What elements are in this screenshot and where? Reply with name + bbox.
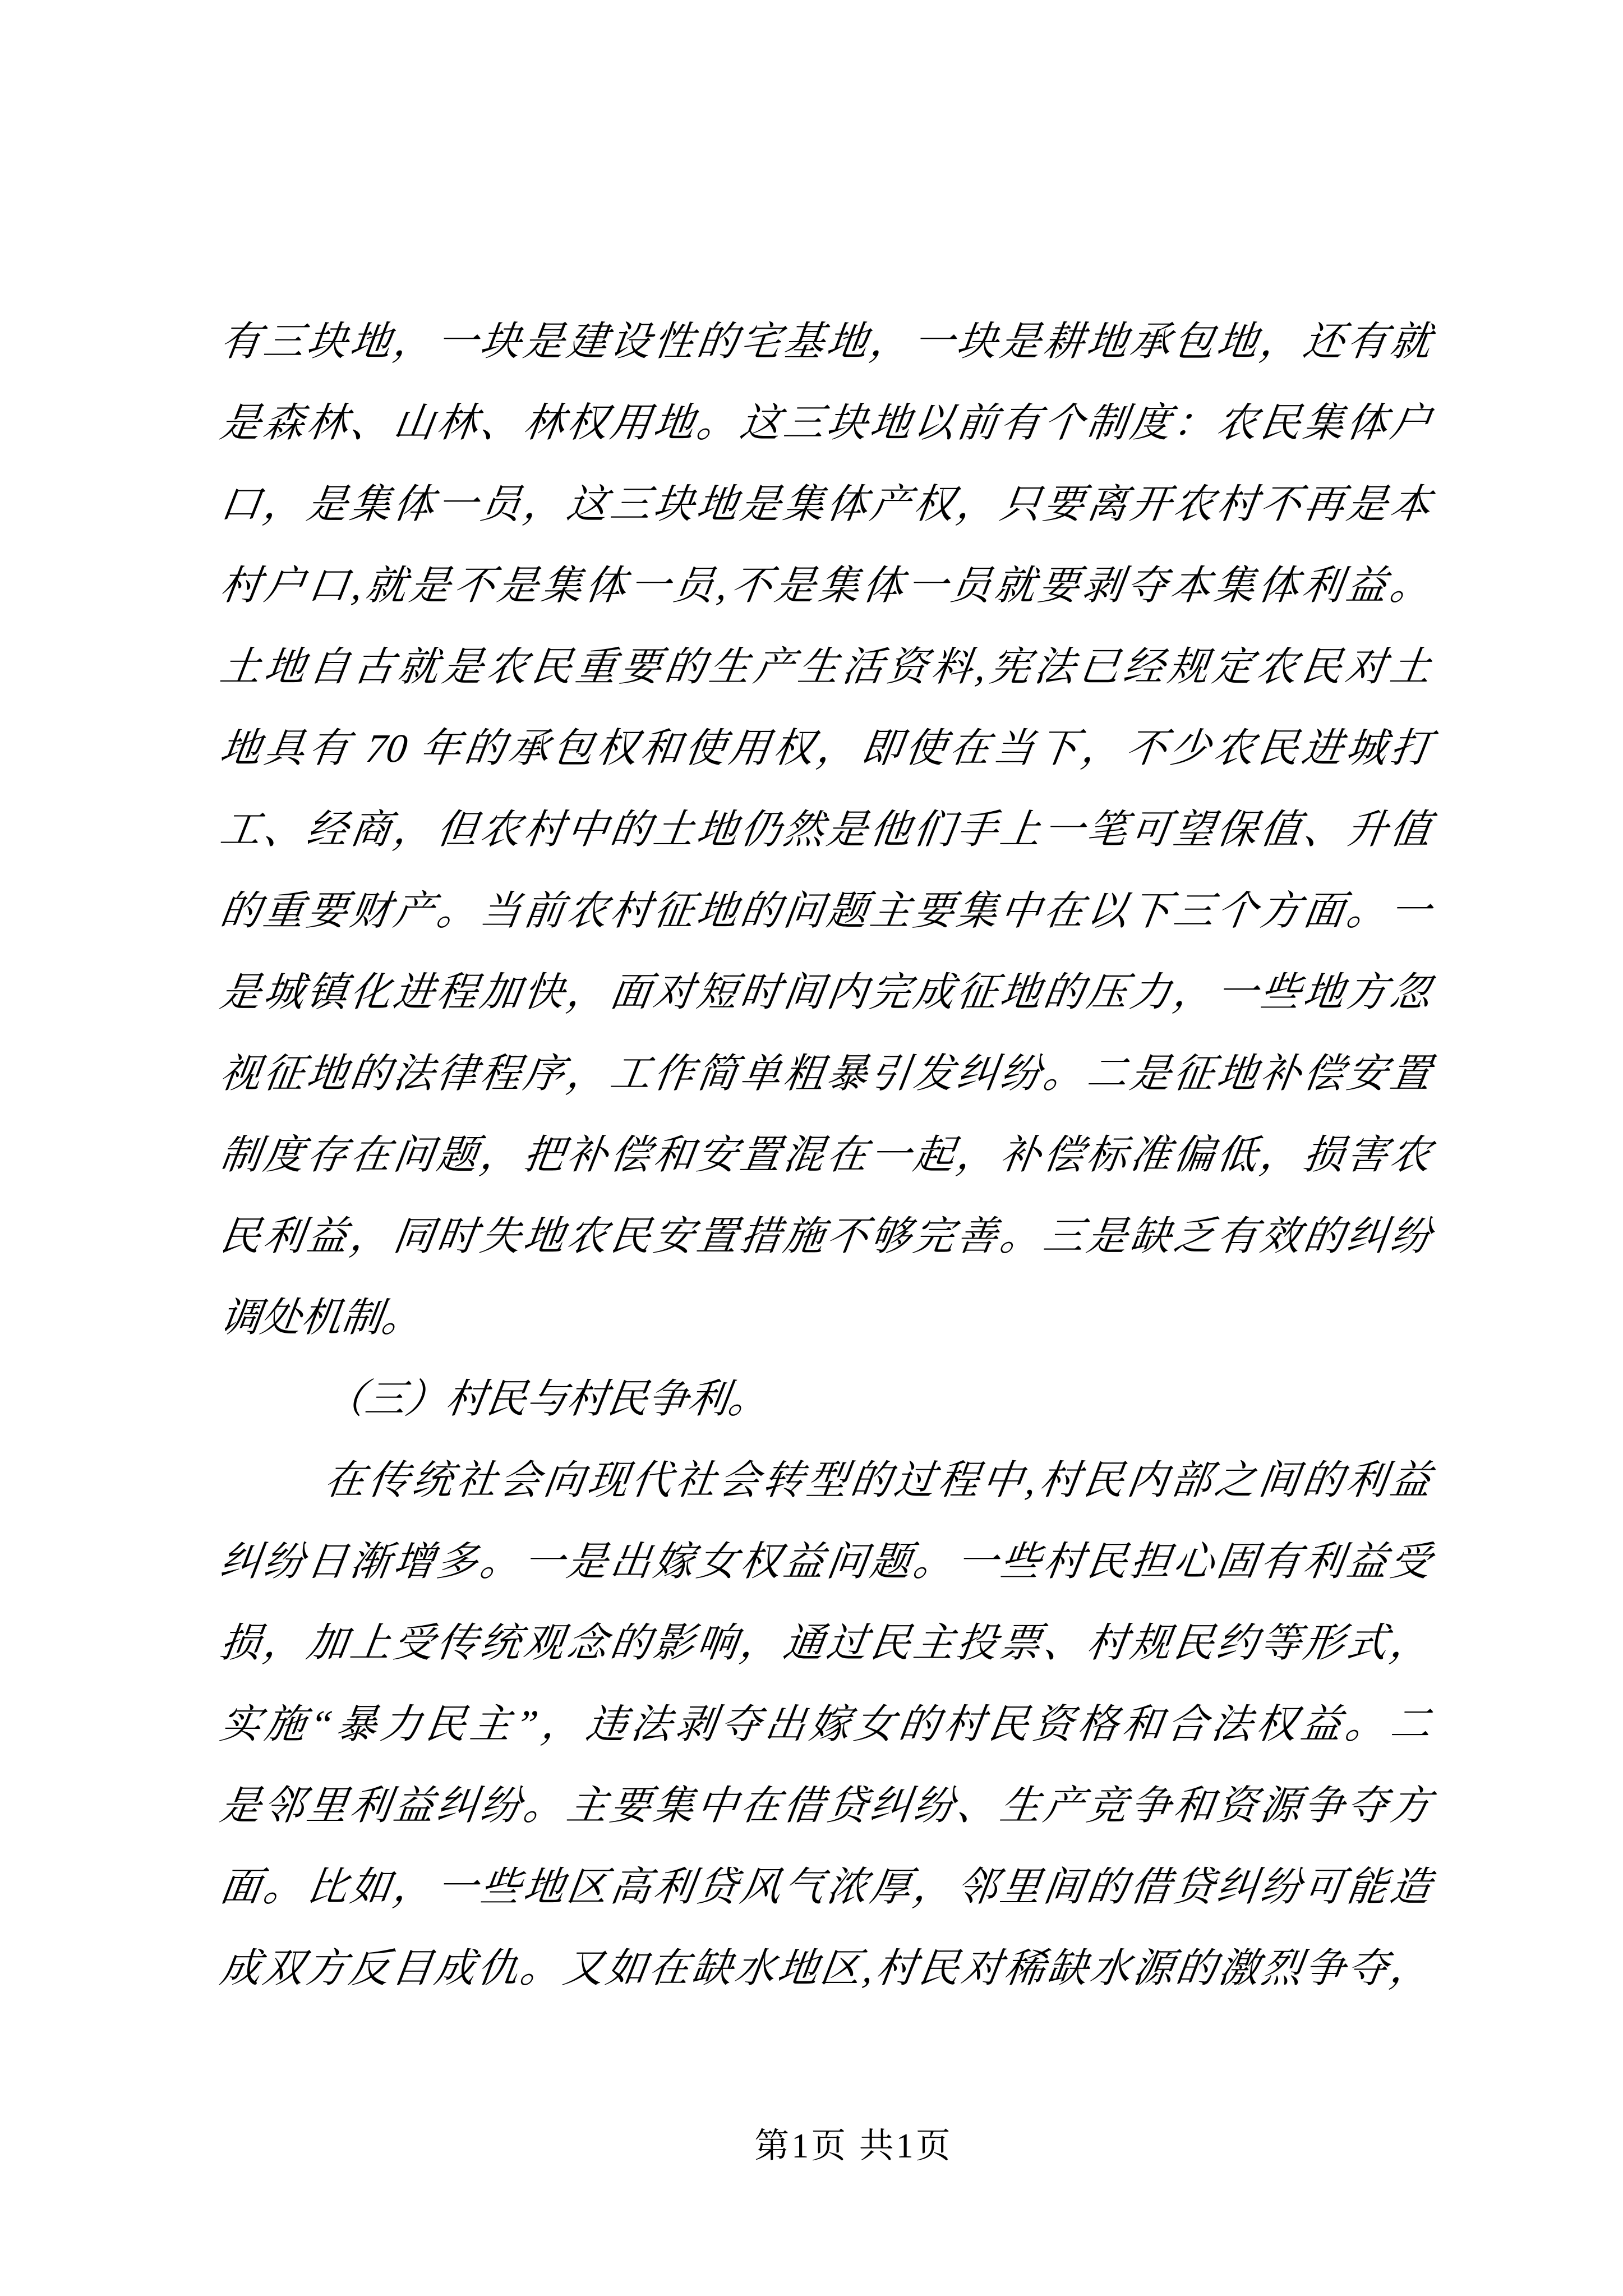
text-line: 是城镇化进程加快，面对短时间内完成征地的压力，一些地方忽 [217,970,1434,1015]
page-number-label: 第1页 共1页 [754,2127,953,2165]
page-footer [0,2118,1623,2168]
text-line: 土地自古就是农民重要的生产生活资料,宪法已经规定农民对土 [217,645,1434,689]
document-body [215,301,1434,2009]
text-line: 口，是集体一员，这三块地是集体产权，只要离开农村不再是本 [217,482,1434,527]
text-line: 是森林、山林、林权用地。这三块地以前有个制度：农民集体户 [217,401,1434,445]
text-line: 损，加上受传统观念的影响，通过民主投票、村规民约等形式， [217,1621,1434,1665]
text-line: 有三块地，一块是建设性的宅基地，一块是耕地承包地，还有就 [217,319,1434,364]
text-line: 的重要财产。当前农村征地的问题主要集中在以下三个方面。一 [217,889,1434,933]
text-line: 调处机制。 [217,1295,426,1340]
text-line: 村户口,就是不是集体一员,不是集体一员就要剥夺本集体利益。 [217,563,1434,608]
text-line: 是邻里利益纠纷。主要集中在借贷纠纷、生产竞争和资源争夺方 [217,1783,1434,1828]
text-line: （三）村民与村民争利。 [321,1377,772,1421]
text-line: 在传统社会向现代社会转型的过程中,村民内部之间的利益 [321,1458,1434,1503]
text-line: 民利益，同时失地农民安置措施不够完善。三是缺乏有效的纠纷 [217,1214,1434,1259]
text-line: 纠纷日渐增多。一是出嫁女权益问题。一些村民担心固有利益受 [217,1539,1434,1584]
text-line: 地具有 70 年的承包权和使用权，即使在当下，不少农民进城打 [217,726,1434,771]
text-line: 实施“暴力民主”，违法剥夺出嫁女的村民资格和合法权益。二 [217,1702,1434,1747]
text-line: 成双方反目成仇。又如在缺水地区,村民对稀缺水源的激烈争夺， [217,1946,1434,1991]
text-line: 工、经商，但农村中的土地仍然是他们手上一笔可望保值、升值 [217,807,1434,852]
text-line: 制度存在问题，把补偿和安置混在一起，补偿标准偏低，损害农 [217,1133,1434,1177]
text-line: 面。比如，一些地区高利贷风气浓厚，邻里间的借贷纠纷可能造 [217,1865,1434,1910]
text-line: 视征地的法律程序，工作简单粗暴引发纠纷。二是征地补偿安置 [217,1051,1434,1096]
